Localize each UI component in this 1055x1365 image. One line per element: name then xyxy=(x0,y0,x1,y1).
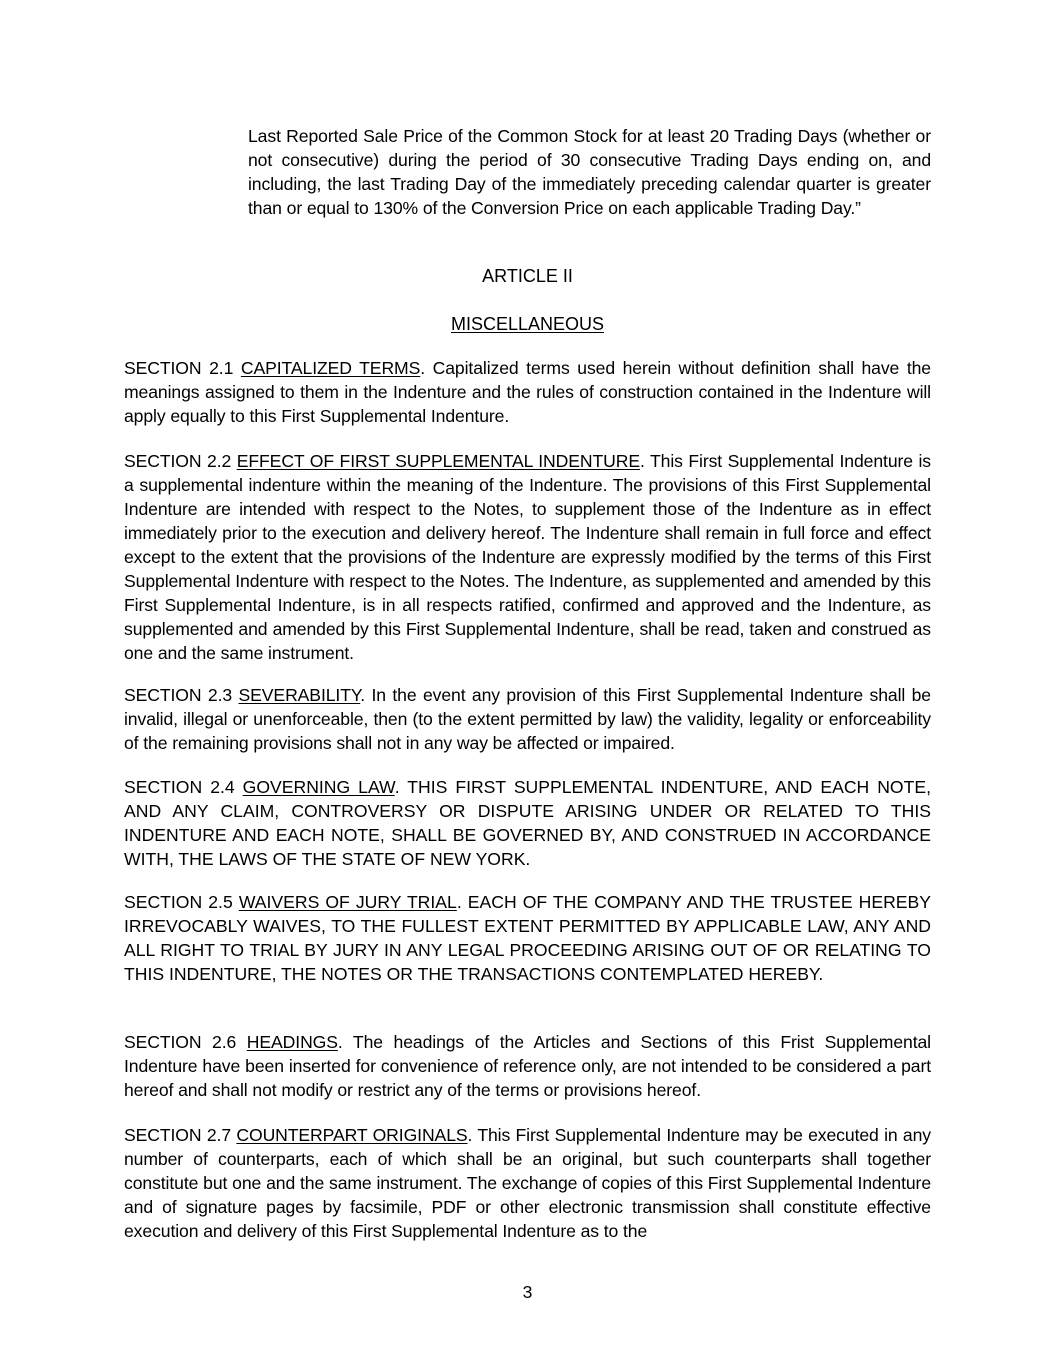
section-number: SECTION 2.4 xyxy=(124,777,235,797)
section-body: . This First Supplemental Indenture is a supplemental indenture within the meaning of the Indenture. The provisions of this First Supplemental Indenture are intended with respect to the Notes, to supplement those of the Indenture as in effect immediately prior to the execution and delivery hereof. The Indenture shall remain in full force and effect except to the extent that the provisions of the Indenture are expressly modified by the terms of this First Supplemental Indenture with respect to the Notes. The Indenture, as supplemented and amended by this First Supplemental Indenture, is in all respects ratified, confirmed and approved and the Indenture, as supplemented and amended by this First Supplemental Indenture, shall be read, taken and construed as one and the same instrument. xyxy=(124,451,931,663)
section-body: . This First Supplemental Indenture may be executed in any number of counterparts, each of which shall be an original, but such counterparts shall together constitute but one and the same instrument. The exchange of copies of this First Supplemental Indenture and of signature pages by facsimile, PDF or other electronic transmission shall constitute effective execution and delivery of this First Supplemental Indenture as to the xyxy=(124,1125,931,1241)
section-body: . EACH OF THE COMPANY AND THE TRUSTEE HEREBY IRREVOCABLY WAIVES, TO THE FULLEST EXTENT PERMITTED BY APPLICABLE LAW, ANY AND ALL RIGHT TO TRIAL BY JURY IN ANY LEGAL PROCEEDING ARISING OUT OF OR RELATING TO THIS INDENTURE, THE NOTES OR THE TRANSACTIONS CONTEMPLATED HEREBY. xyxy=(124,892,931,984)
section-number: SECTION 2.6 xyxy=(124,1032,237,1052)
section-2-7 xyxy=(124,1123,931,1243)
section-2-5 xyxy=(124,890,931,986)
section-title: GOVERNING LAW xyxy=(242,777,395,797)
section-2-1 xyxy=(124,356,931,428)
section-title: WAIVERS OF JURY TRIAL xyxy=(238,892,457,912)
article-title: ARTICLE II xyxy=(482,266,573,286)
section-title: EFFECT OF FIRST SUPPLEMENTAL INDENTURE xyxy=(236,451,640,471)
section-2-4 xyxy=(124,775,931,871)
section-number: SECTION 2.7 xyxy=(124,1125,232,1145)
section-title: CAPITALIZED TERMS xyxy=(240,358,421,378)
section-number: SECTION 2.2 xyxy=(124,451,232,471)
section-number: SECTION 2.5 xyxy=(124,892,233,912)
section-number: SECTION 2.3 xyxy=(124,685,233,705)
section-2-2 xyxy=(124,449,931,665)
section-title: SEVERABILITY xyxy=(238,685,361,705)
section-number: SECTION 2.1 xyxy=(124,358,234,378)
section-2-6 xyxy=(124,1030,931,1102)
section-body: . In the event any provision of this First Supplemental Indenture shall be invalid, illegal or unenforceable, then (to the extent permitted by law) the validity, legality or enforceability of the remaining provisions shall not in any way be affected or impaired. xyxy=(124,685,931,753)
section-body: . THIS FIRST SUPPLEMENTAL INDENTURE, AND EACH NOTE, AND ANY CLAIM, CONTROVERSY OR DISPUTE ARISING UNDER OR RELATED TO THIS INDENTURE AND EACH NOTE, SHALL BE GOVERNED BY, AND CONSTRUED IN ACCORDANCE WITH, THE LAWS OF THE STATE OF NEW YORK. xyxy=(124,777,931,869)
section-body: . The headings of the Articles and Sections of this Frist Supplemental Indenture have been inserted for convenience of reference only, are not intended to be considered a part hereof and shall not modify or restrict any of the terms or provisions hereof. xyxy=(124,1032,931,1100)
article-subtitle-text: MISCELLANEOUS xyxy=(450,314,605,334)
article-subtitle xyxy=(0,312,1055,336)
page-number: 3 xyxy=(522,1282,533,1302)
section-title: COUNTERPART ORIGINALS xyxy=(236,1125,468,1145)
section-title: HEADINGS xyxy=(246,1032,338,1052)
section-body: . Capitalized terms used herein without definition shall have the meanings assigned to them in the Indenture and the rules of construction contained in the Indenture will apply equally to this First Supplemental Indenture. xyxy=(124,358,931,426)
intro-paragraph: Last Reported Sale Price of the Common Stock for at least 20 Trading Days (whether or not consecutive) during the period of 30 consecutive Trading Days ending on, and including, the last Trading Day of the immediately preceding calendar quarter is greater than or equal to 130% of the Conversion Price on each applicable Trading Day.” xyxy=(248,126,931,218)
section-2-3 xyxy=(124,683,931,755)
